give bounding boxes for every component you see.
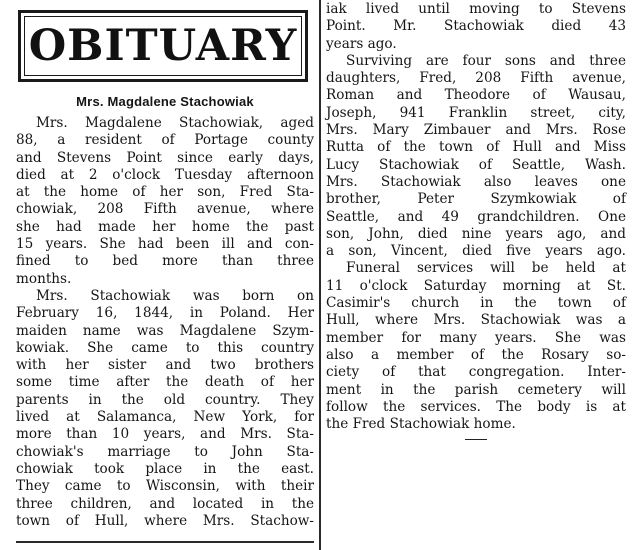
- text-line: lived at Salamanca, New York, for: [16, 409, 314, 426]
- text-line: Surviving are four sons and three: [346, 52, 626, 69]
- left-column-body: [16, 115, 314, 530]
- text-line: Mrs. Stachowiak also leaves one: [326, 173, 626, 190]
- end-mark: [465, 439, 487, 440]
- text-line: kowiak. She came to this country: [16, 339, 314, 356]
- text-line: Hull, where Mrs. Stachowiak was a: [326, 312, 626, 329]
- text-line: ciety of that congregation. Inter-: [326, 364, 626, 381]
- text-line: Mrs. Stachowiak was born on: [36, 287, 314, 304]
- text-line: Point. Mr. Stachowiak died 43: [326, 18, 626, 35]
- text-line: Mrs. Mary Zimbauer and Mrs. Rose: [326, 122, 626, 139]
- text-line: follow the services. The body is at: [326, 398, 626, 415]
- right-column-body: [326, 1, 626, 433]
- text-line: son, John, died nine years ago, and: [326, 225, 626, 242]
- text-line: iak lived until moving to Stevens: [326, 1, 626, 17]
- text-line: chowiak, 208 Fifth avenue, where: [16, 201, 314, 218]
- text-line: ment in the parish cemetery will: [326, 381, 626, 398]
- text-line: more than 10 years, and Mrs. Sta-: [16, 426, 314, 443]
- text-line: Lucy Stachowiak of Seattle, Wash.: [326, 156, 626, 173]
- text-line: some time after the death of her: [16, 374, 314, 391]
- obituary-banner: [18, 10, 308, 82]
- text-line: parents in the old country. They: [16, 391, 314, 408]
- text-line: chowiak's marriage to John Sta-: [16, 443, 314, 460]
- text-line: Mrs. Magdalene Stachowiak, aged: [36, 115, 314, 131]
- obituary-headline: OBITUARY: [28, 20, 298, 71]
- column-divider: [319, 0, 321, 550]
- text-line: also a member of the Rosary so-: [326, 346, 626, 363]
- text-line: 11 o'clock Saturday morning at St.: [326, 277, 626, 294]
- text-line: 15 years. She had been ill and con-: [16, 236, 314, 253]
- text-line: she had made her home the past: [16, 218, 314, 235]
- bottom-divider: [16, 541, 314, 543]
- text-line: months.: [16, 270, 72, 287]
- text-line: 88, a resident of Portage county: [16, 132, 314, 149]
- text-line: a son, Vincent, died five years ago.: [326, 243, 626, 260]
- text-line: years ago.: [326, 35, 397, 52]
- decedent-byline: Mrs. Magdalene Stachowiak: [76, 94, 254, 109]
- text-line: died at 2 o'clock Tuesday afternoon: [16, 166, 314, 183]
- text-line: February 16, 1844, in Poland. Her: [16, 305, 314, 322]
- text-line: They came to Wisconsin, with their: [16, 478, 314, 495]
- text-line: chowiak took place in the east.: [16, 460, 314, 477]
- text-line: Rutta of the town of Hull and Miss: [326, 139, 626, 156]
- text-line: with her sister and two brothers: [16, 357, 314, 374]
- text-line: Roman and Theodore of Wausau,: [326, 87, 626, 104]
- text-line: daughters, Fred, 208 Fifth avenue,: [326, 70, 626, 87]
- text-line: at the home of her son, Fred Sta-: [16, 184, 314, 201]
- text-line: Funeral services will be held at: [346, 260, 626, 277]
- text-line: and Stevens Point since early days,: [16, 149, 314, 166]
- text-line: Joseph, 941 Franklin street, city,: [326, 104, 626, 121]
- text-line: maiden name was Magdalene Szym-: [16, 322, 314, 339]
- left-column: [16, 0, 314, 530]
- text-line: member for many years. She was: [326, 329, 626, 346]
- text-line: the Fred Stachowiak home.: [326, 416, 516, 433]
- text-line: town of Hull, where Mrs. Stachow-: [16, 512, 314, 529]
- text-line: brother, Peter Szymkowiak of: [326, 191, 626, 208]
- text-line: three children, and located in the: [16, 495, 314, 512]
- text-line: Seattle, and 49 grandchildren. One: [326, 208, 626, 225]
- text-line: fined to bed more than three: [16, 253, 314, 270]
- text-line: Casimir's church in the town of: [326, 295, 626, 312]
- right-column: [326, 0, 626, 440]
